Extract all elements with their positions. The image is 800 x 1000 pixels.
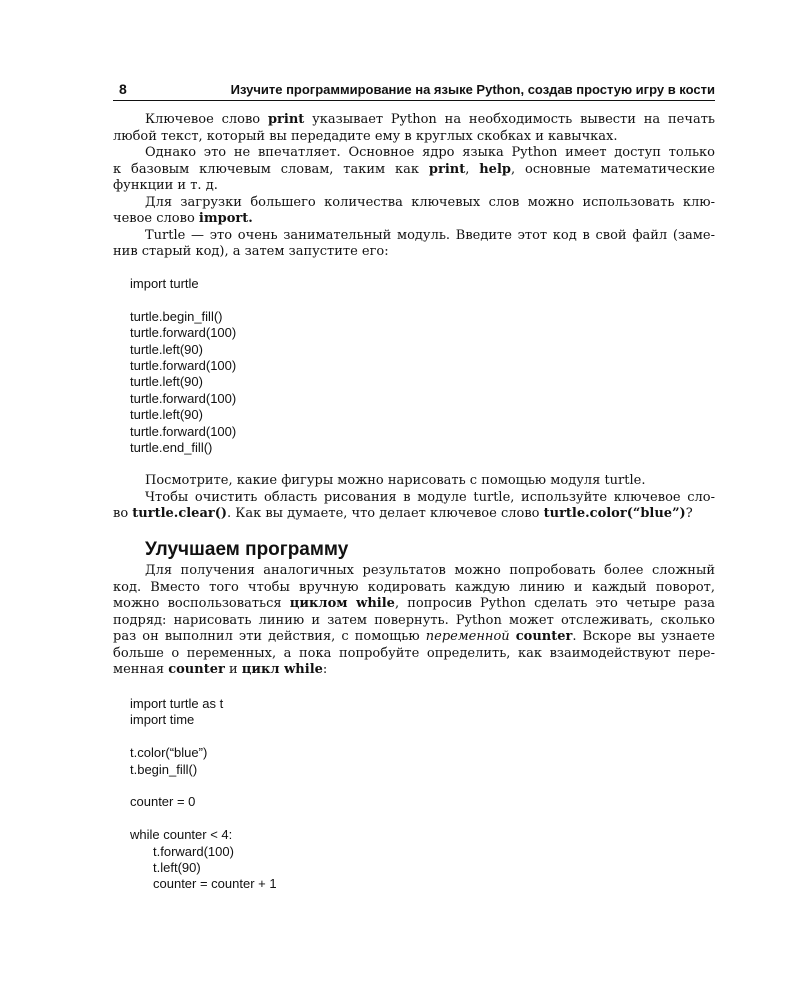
text-run: Однако это не впечатляет. Основное ядро языка Python имеет доступ только [145,145,715,160]
body-text-intro [113,112,715,261]
code-line: turtle.forward(100) [130,357,237,373]
text-line [113,506,715,523]
text-run: нив старый код), а затем запустите его: [113,244,389,259]
code-line: t.color(“blue”) [130,745,208,761]
text-line [113,629,715,646]
text-run: любой текст, который вы передадите ему в круглых скобках и кавычках. [113,128,618,144]
text-run: указывает Python на необходимость вывести на печать [304,112,715,127]
running-title: Изучите программирование на языке Python, создав простую игру в кости [230,82,715,97]
text-line [113,162,715,179]
code-line: import time [130,712,195,728]
code-listing-turtle-square [130,276,236,456]
code-line: turtle.begin_fill() [130,308,223,324]
text-line [113,112,715,129]
text-line [113,473,715,490]
text-run: , попросив Python сделать это четыре раза [394,596,715,611]
text-run: , [465,161,480,177]
text-run: . Вскоре вы узнаете [572,629,715,644]
code-line: import turtle [130,276,199,291]
code-line: counter = counter + 1 [153,876,277,892]
text-line [113,580,715,597]
text-run: Ключевое слово [145,112,268,127]
text-run: чевое слово [113,211,199,226]
text-line [113,662,715,679]
running-header [113,80,715,101]
code-line [130,292,236,308]
code-line: t.begin_fill() [130,761,198,777]
code-line [130,811,277,827]
text-run: функции и т. д. [113,178,218,193]
text-run: ? [685,506,693,521]
text-run: Посмотрите, какие фигуры можно нарисовать с помощью модуля turtle. [145,473,646,488]
text-run: Чтобы очистить область рисования в модуле turtle, используйте ключевое сло- [145,489,715,505]
code-line: counter = 0 [130,794,196,810]
code-line: turtle.end_fill() [130,439,213,455]
text-line [113,596,715,613]
text-run: : [322,662,328,677]
bold-term: counter [168,662,225,677]
code-line: t.forward(100) [153,843,234,859]
code-line: turtle.forward(100) [130,390,237,406]
text-line [113,145,715,162]
text-line [113,178,715,195]
text-line [113,228,715,245]
text-run: . Как вы думаете, что делает ключевое слово [227,506,544,521]
text-run: больше о переменных, а пока попробуйте определить, как взаимодействуют пере- [113,645,715,661]
text-run: Для загрузки большего количества ключевых слов можно использовать клю- [145,194,715,210]
body-text-turtle-notes [113,473,715,523]
text-run: раз он выполнил эти действия, с помощью [113,629,426,644]
code-line: t.left(90) [153,859,201,875]
text-run: и [224,662,242,677]
text-line [113,646,715,663]
bold-term: counter [515,629,573,644]
bold-term: print [428,161,466,177]
text-run: Для получения аналогичных результатов можно попробовать более сложный [145,563,715,578]
text-run: , основные математические [511,161,715,177]
bold-term: import. [198,211,253,226]
page-number: 8 [119,81,127,97]
text-run: менная [113,662,169,677]
text-line [113,563,715,580]
text-run: код. Вместо того чтобы вручную кодировать каждую линию и каждый поворот, [113,579,715,595]
text-line [113,211,715,228]
text-run: можно воспользоваться [113,596,290,611]
bold-term: turtle.color(“blue”) [543,506,686,521]
bold-term: turtle.clear() [132,506,228,521]
code-line: import turtle as t [130,696,224,711]
text-line [113,195,715,212]
code-line: while counter < 4: [130,827,233,843]
text-run: во [113,506,133,521]
code-listing-while-loop [130,696,277,893]
text-run: подряд: нарисовать линию и затем повернуть. Python может отслеживать, сколько [113,612,715,628]
text-run: Turtle — это очень занимательный модуль. Введите этот код в свой файл (заме- [145,227,715,243]
section-heading: Улучшаем программу [145,539,349,560]
code-line [130,729,277,745]
code-line [130,778,277,794]
text-run: к базовым ключевым словам, таким как [113,161,429,177]
body-text-while-loop [113,563,715,679]
text-line [113,244,715,261]
bold-term: цикл while [241,662,323,677]
text-line [113,490,715,507]
code-line: turtle.left(90) [130,341,203,357]
bold-term: print [267,112,305,127]
bold-term: циклом while [289,596,395,611]
bold-term: help [479,161,511,177]
code-line: turtle.forward(100) [130,325,237,341]
text-line [113,129,715,146]
code-line: turtle.left(90) [130,407,203,423]
italic-term: переменной [425,629,510,644]
code-line: turtle.forward(100) [130,423,237,439]
code-line: turtle.left(90) [130,374,203,390]
text-line [113,613,715,630]
